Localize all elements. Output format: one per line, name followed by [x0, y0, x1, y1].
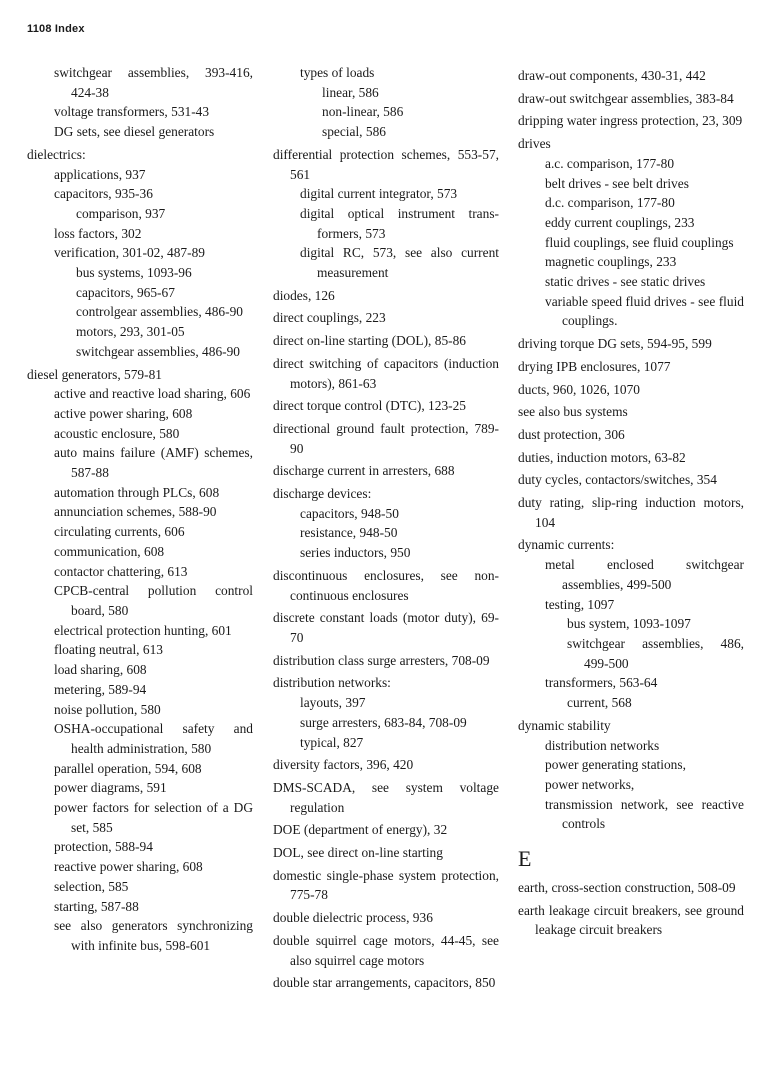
index-subentry: switchgear assemblies, 486-90: [76, 343, 240, 359]
index-entry: direct switching of capacitors (induction motors), 861-63: [273, 355, 499, 391]
index-entry: double star arrangements, capacitors, 850: [273, 975, 496, 991]
index-entry: direct on-line starting (DOL), 85-86: [273, 333, 466, 349]
index-subentry: reactive power sharing, 608: [54, 859, 203, 875]
index-subentry: voltage transformers, 531-43: [54, 104, 210, 120]
index-subentry: magnetic couplings, 233: [545, 254, 677, 270]
index-entry: distribution networks:: [273, 675, 391, 691]
index-subentry: switchgear assemblies, 393-416, 424-38: [54, 65, 253, 100]
index-subentry: electrical protection hunting, 601: [54, 622, 232, 638]
index-subentry: see also generators synchronizing with infinite bus, 598-601: [54, 918, 253, 953]
index-subentry: circulating currents, 606: [54, 524, 185, 540]
index-subentry: DG sets, see diesel generators: [54, 124, 215, 140]
index-subentry: starting, 587-88: [54, 898, 139, 914]
index-column-2: [273, 63, 499, 993]
index-entry: earth leakage circuit breakers, see ground leakage circuit breakers: [518, 902, 744, 938]
index-subentry: comparison, 937: [76, 205, 166, 221]
index-entry: drying IPB enclosures, 1077: [518, 358, 671, 374]
index-subentry: testing, 1097: [545, 596, 615, 612]
index-subentry: digital current integrator, 573: [300, 186, 458, 202]
index-subentry: fluid couplings, see fluid couplings: [545, 234, 734, 250]
index-entry: drives: [518, 136, 551, 152]
index-subentry: power generating stations,: [545, 757, 686, 773]
index-subentry: power factors for selection of a DG set, 585: [54, 800, 253, 835]
index-subentry: active and reactive load sharing, 606: [54, 386, 251, 402]
index-entry: dripping water ingress protection, 23, 309: [518, 113, 743, 129]
index-subentry: current, 568: [567, 695, 632, 711]
index-subentry: power networks,: [545, 776, 635, 792]
index-entry: ducts, 960, 1026, 1070: [518, 381, 640, 397]
index-subentry: a.c. comparison, 177-80: [545, 155, 675, 171]
index-subentry: contactor chattering, 613: [54, 563, 188, 579]
index-subentry: special, 586: [322, 124, 386, 140]
index-subentry: selection, 585: [54, 878, 129, 894]
index-subentry: types of loads: [300, 65, 375, 80]
index-subentry: OSHA-occupational safety and health administration, 580: [54, 721, 253, 756]
index-subentry: CPCB-central pollution control board, 580: [54, 583, 253, 618]
index-entry: dynamic currents:: [518, 537, 615, 553]
index-entry: DOE (department of energy), 32: [273, 822, 448, 838]
index-entry: double squirrel cage motors, 44-45, see also squirrel cage motors: [273, 932, 499, 968]
index-entry: driving torque DG sets, 594-95, 599: [518, 336, 712, 352]
index-entry: see also bus systems: [518, 404, 628, 420]
index-subentry: annunciation schemes, 588-90: [54, 504, 217, 520]
index-subentry: eddy current couplings, 233: [545, 214, 695, 230]
index-subentry: verification, 301-02, 487-89: [54, 245, 205, 261]
index-subentry: power diagrams, 591: [54, 780, 167, 796]
index-entry: diodes, 126: [273, 287, 335, 303]
index-entry: DOL, see direct on-line starting: [273, 845, 443, 861]
index-subentry: metering, 589-94: [54, 681, 147, 697]
index-subentry: auto mains failure (AMF) schemes, 587-88: [54, 445, 253, 481]
index-entry: draw-out components, 430-31, 442: [518, 68, 706, 83]
index-entry: discharge devices:: [273, 486, 372, 502]
index-subentry: distribution networks: [545, 737, 660, 753]
page-header: 1108 Index: [27, 23, 85, 35]
index-entry: distribution class surge arresters, 708-09: [273, 652, 490, 668]
index-subentry: automation through PLCs, 608: [54, 484, 220, 500]
index-column-3: [518, 63, 744, 940]
index-entry: diversity factors, 396, 420: [273, 757, 414, 773]
index-column-1: [27, 63, 253, 956]
index-entry: earth, cross-section construction, 508-09: [518, 880, 736, 896]
index-subentry: capacitors, 948-50: [300, 505, 399, 521]
index-subentry: switchgear assemblies, 486, 499-500: [567, 635, 744, 671]
index-subentry: bus system, 1093-1097: [567, 616, 691, 632]
index-entry: dynamic stability: [518, 717, 611, 733]
index-subentry: active power sharing, 608: [54, 405, 193, 421]
index-subentry: d.c. comparison, 177-80: [545, 195, 675, 211]
index-subentry: typical, 827: [300, 734, 364, 750]
index-subentry: resistance, 948-50: [300, 525, 398, 541]
index-entry: duties, induction motors, 63-82: [518, 449, 686, 465]
index-subentry: parallel operation, 594, 608: [54, 760, 202, 776]
index-subentry: layouts, 397: [300, 695, 366, 711]
index-entry: discontinuous enclosures, see non-continuous enclosures: [273, 567, 499, 603]
index-entry: duty rating, slip-ring induction motors, 104: [518, 495, 744, 530]
index-subentry: protection, 588-94: [54, 839, 153, 855]
index-subentry: controlgear assemblies, 486-90: [76, 304, 243, 320]
index-subentry: communication, 608: [54, 543, 165, 559]
index-subentry: transmission network, see reactive controls: [545, 796, 744, 832]
index-subentry: transformers, 563-64: [545, 675, 658, 691]
index-subentry: belt drives - see belt drives: [545, 175, 689, 191]
index-subentry: non-linear, 586: [322, 104, 404, 120]
index-entry: dielectrics:: [27, 146, 86, 162]
index-entry: discrete constant loads (motor duty), 69-70: [273, 610, 499, 645]
index-entry: discharge current in arresters, 688: [273, 463, 455, 479]
index-entry: differential protection schemes, 553-57, 561: [273, 146, 499, 182]
index-entry: duty cycles, contactors/switches, 354: [518, 472, 717, 488]
index-subentry: linear, 586: [322, 84, 379, 100]
index-entry: direct couplings, 223: [273, 310, 386, 326]
index-entry: dust protection, 306: [518, 426, 625, 442]
section-letter: E: [518, 846, 532, 872]
index-subentry: loss factors, 302: [54, 225, 142, 241]
index-entry: directional ground fault protection, 789-90: [273, 420, 499, 456]
index-entry: draw-out switchgear assemblies, 383-84: [518, 90, 734, 106]
index-subentry: applications, 937: [54, 166, 146, 182]
index-subentry: capacitors, 935-36: [54, 186, 153, 202]
index-subentry: acoustic enclosure, 580: [54, 425, 180, 441]
index-entry: direct torque control (DTC), 123-25: [273, 398, 466, 414]
index-subentry: motors, 293, 301-05: [76, 324, 185, 340]
index-subentry: bus systems, 1093-96: [76, 265, 192, 281]
index-entry: DMS-SCADA, see system voltage regulation: [273, 779, 499, 815]
index-subentry: noise pollution, 580: [54, 701, 161, 717]
index-subentry: variable speed fluid drives - see fluid couplings.: [545, 293, 744, 329]
index-subentry: series inductors, 950: [300, 545, 411, 561]
index-subentry: digital RC, 573, see also current measurement: [300, 245, 499, 281]
index-entry: double dielectric process, 936: [273, 910, 433, 926]
index-subentry: static drives - see static drives: [545, 274, 706, 290]
index-subentry: metal enclosed switchgear assemblies, 499-500: [545, 557, 744, 592]
index-entry: domestic single-phase system protection, 775-78: [273, 867, 499, 903]
index-subentry: capacitors, 965-67: [76, 284, 175, 300]
index-subentry: floating neutral, 613: [54, 642, 163, 658]
index-subentry: load sharing, 608: [54, 662, 147, 678]
index-entry: diesel generators, 579-81: [27, 366, 162, 382]
index-subentry: surge arresters, 683-84, 708-09: [300, 714, 467, 730]
index-subentry: digital optical instrument trans-formers, 573: [300, 205, 499, 241]
